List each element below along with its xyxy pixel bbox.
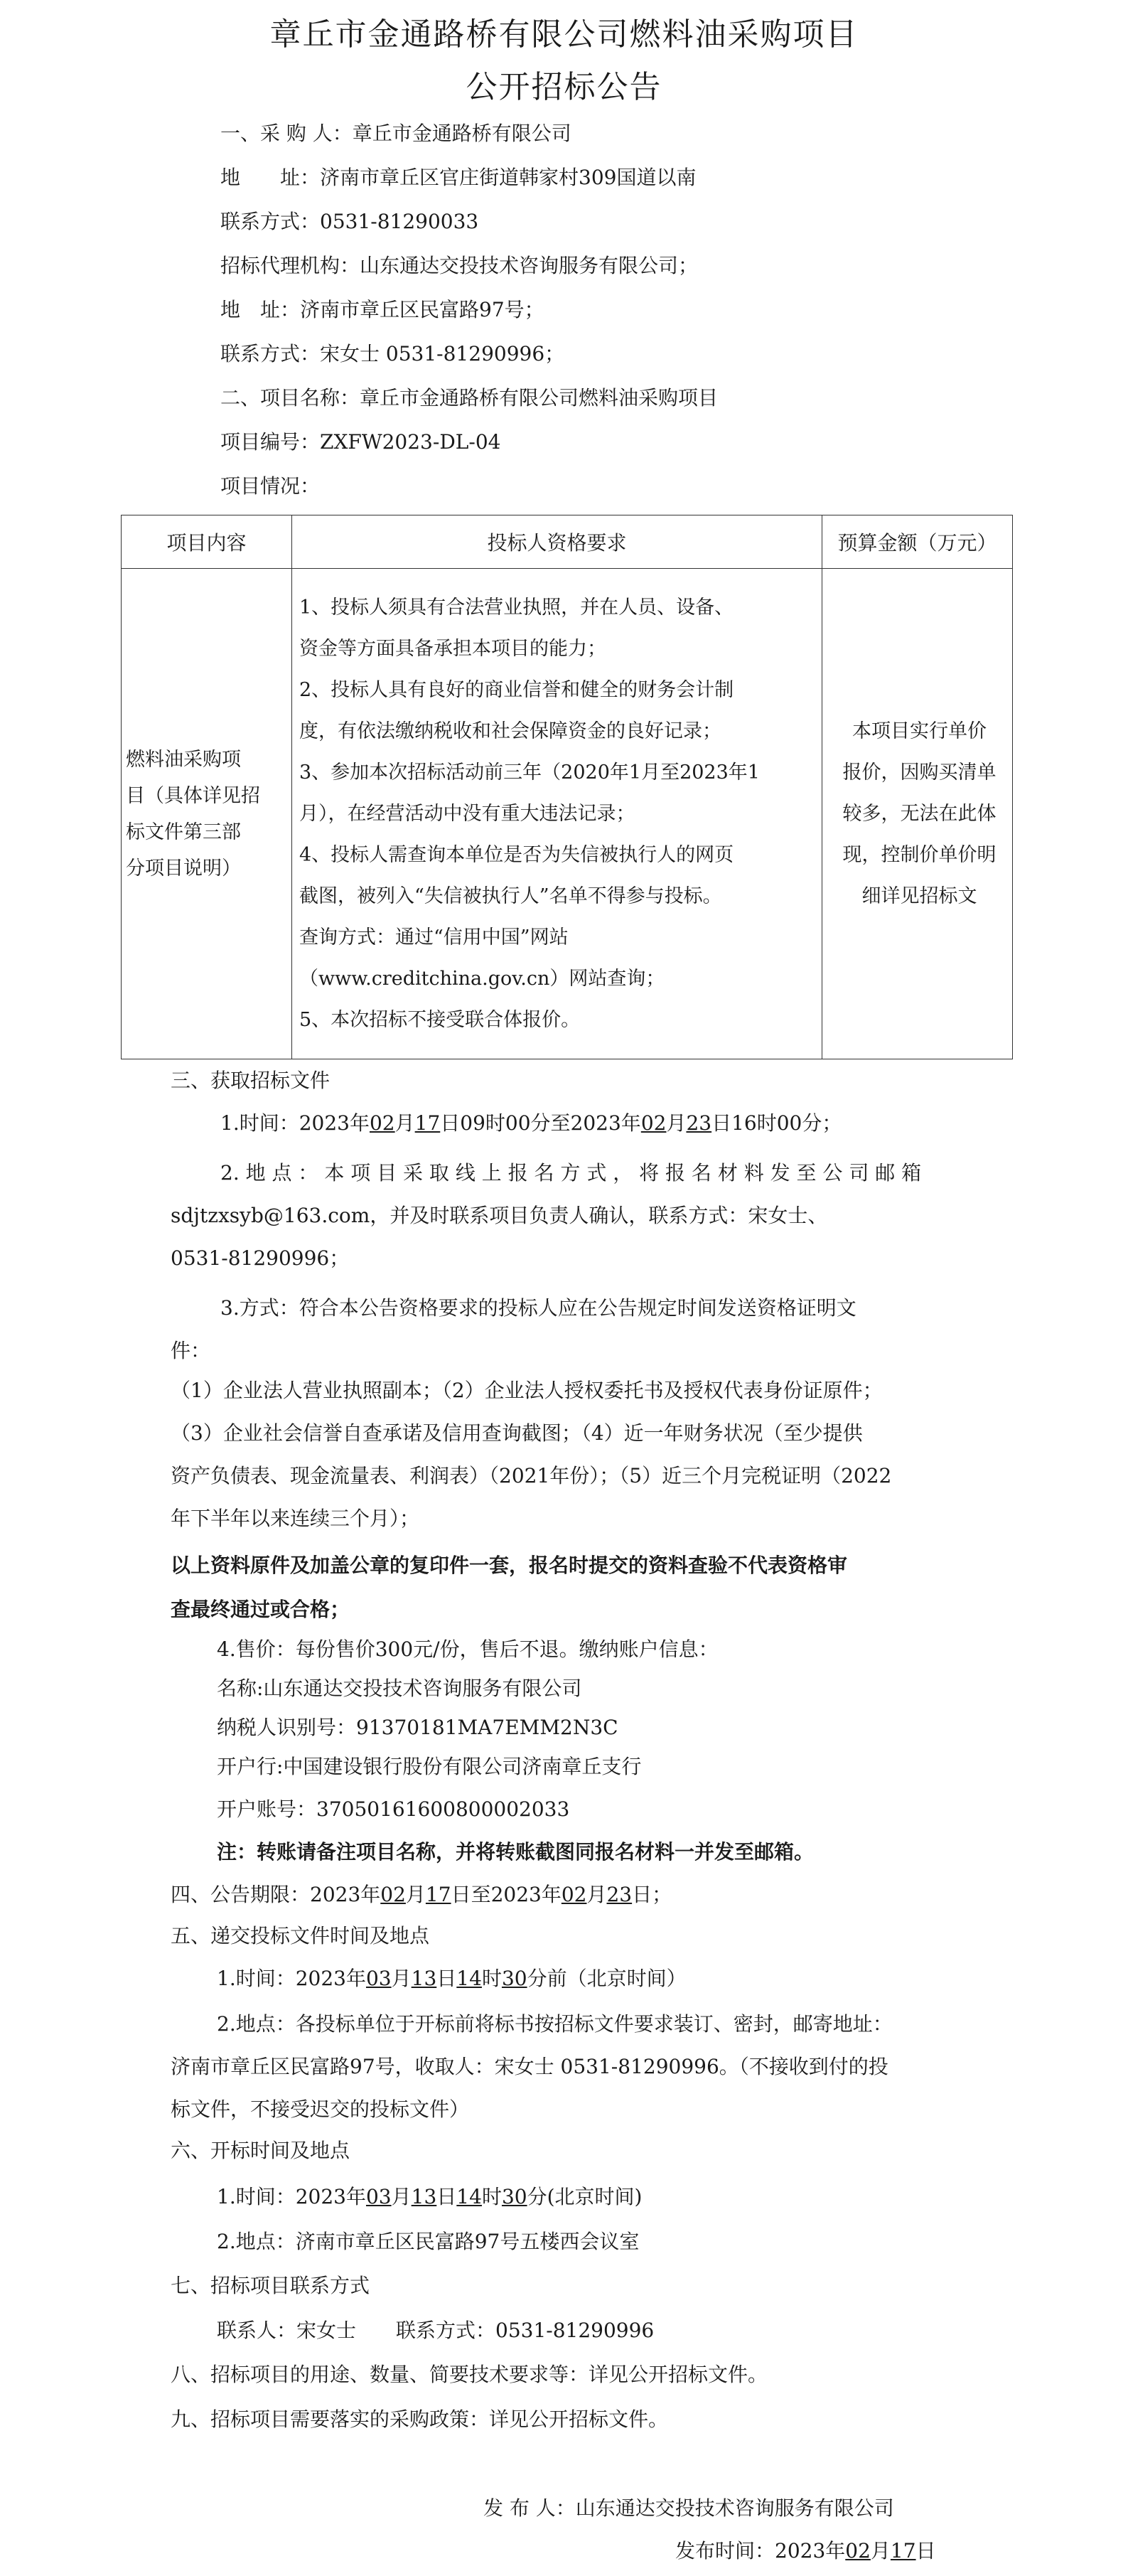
requirement-line: 4、投标人需查询本单位是否为失信被执行人的网页: [299, 843, 734, 866]
content-line: 分项目说明）: [126, 857, 241, 880]
section3-time-line: 1.时间：2023年02月17日09时00分至2023年02月23日16时00分；: [220, 1111, 842, 1135]
content-line: 燃料油采购项: [126, 748, 241, 771]
account-name-line: 名称:山东通达交投技术咨询服务有限公司: [217, 1677, 582, 1700]
budget-line: 报价，因购买清单: [842, 761, 997, 784]
section7-heading: 七、招标项目联系方式: [171, 2274, 370, 2297]
cell-budget: [822, 569, 1013, 1059]
section6-time-line: 1.时间：2023年03月13日14时30分(北京时间): [217, 2185, 643, 2208]
cell-qualification: [292, 569, 822, 1059]
section3-place-line-1: 2. 地 点 ： 本 项 目 采 取 线 上 报 名 方 式 ， 将 报 名 材 料 发 至 公 司 邮 箱: [220, 1161, 922, 1185]
requirement-line: 截图，被列入“失信被执行人”名单不得参与投标。: [299, 885, 722, 907]
purchaser-address-line: 地 址：济南市章丘区官庄街道韩家村309国道以南: [220, 166, 697, 189]
agency-address-line: 地 址：济南市章丘区民富路97号；: [220, 298, 544, 321]
agency-line: 招标代理机构：山东通达交投技术咨询服务有限公司；: [220, 254, 699, 277]
project-table: [121, 515, 1013, 1059]
publish-time-line: 发布时间：2023年02月17日: [675, 2539, 936, 2562]
section3-place-line-2: sdjtzxsyb@163.com，并及时联系项目负责人确认，联系方式：宋女士、: [171, 1204, 828, 1227]
requirement-line: 3、参加本次招标活动前三年（2020年1月至2023年1: [299, 761, 760, 784]
requirement-line: 5、本次招标不接受联合体报价。: [299, 1008, 581, 1031]
account-taxid-line: 纳税人识别号：91370181MA7EMM2N3C: [217, 1716, 618, 1739]
budget-line: 现，控制价单价明: [842, 843, 997, 866]
section3-method-line-1: 3.方式：符合本公告资格要求的投标人应在公告规定时间发送资格证明文: [220, 1296, 856, 1320]
header-qualification: 投标人资格要求: [292, 515, 822, 569]
budget-line: 细详见招标文: [861, 885, 977, 907]
content-line: 标文件第三部: [126, 821, 241, 843]
project-number-line: 项目编号：ZXFW2023-DL-04: [220, 430, 501, 454]
section5-heading: 五、递交投标文件时间及地点: [171, 1924, 430, 1947]
content-line: 目（具体详见招: [126, 784, 260, 807]
section3-price-line: 4.售价：每份售价300元/份，售后不退。缴纳账户信息：: [217, 1637, 719, 1661]
section3-bold-note-line-2: 查最终通过或合格；: [171, 1598, 350, 1621]
section4-period-line: 四、公告期限：2023年02月17日至2023年02月23日；: [171, 1883, 672, 1906]
requirement-line: 2、投标人具有良好的商业信誉和健全的财务会计制: [299, 678, 734, 701]
section3-method-line-2: 件：: [171, 1339, 211, 1362]
requirement-line: 资金等方面具备承担本项目的能力；: [299, 637, 606, 660]
table-header-row: [122, 515, 1013, 569]
agency-contact-line: 联系方式：宋女士 0531-81290996；: [220, 342, 565, 365]
project-info-label: 项目情况：: [220, 474, 321, 498]
transfer-note: 注：转账请备注项目名称，并将转账截图同报名材料一并发至邮箱。: [217, 1840, 815, 1864]
section3-bold-note-line-1: 以上资料原件及加盖公章的复印件一套，报名时提交的资料查验不代表资格审: [171, 1554, 848, 1577]
section8-line: 八、招标项目的用途、数量、简要技术要求等：详见公开招标文件。: [171, 2363, 768, 2386]
section5-place-line-2: 济南市章丘区民富路97号，收取人：宋女士 0531-81290996。（不接收到付的投: [171, 2055, 888, 2078]
section5-time-line: 1.时间：2023年03月13日14时30分前（北京时间）: [217, 1967, 687, 1990]
section9-line: 九、招标项目需要落实的采购政策：详见公开招标文件。: [171, 2407, 669, 2431]
section3-docs-line-1: （1）企业法人营业执照副本；（2）企业法人授权委托书及授权代表身份证原件；: [171, 1379, 883, 1402]
section3-place-line-3: 0531-81290996；: [171, 1246, 350, 1270]
section7-contact-line: 联系人：宋女士 联系方式：0531-81290996: [217, 2319, 655, 2342]
section3-docs-line-2: （3）企业社会信誉自查承诺及信用查询截图；（4）近一年财务状况（至少提供: [171, 1421, 863, 1445]
requirement-line: 1、投标人须具有合法营业执照，并在人员、设备、: [299, 596, 734, 619]
section3-heading: 三、获取招标文件: [171, 1069, 331, 1092]
purchaser-contact-line: 联系方式：0531-81290033: [220, 210, 479, 233]
section5-place-line-1: 2.地点：各投标单位于开标前将标书按招标文件要求装订、密封，邮寄地址：: [217, 2012, 893, 2036]
account-bank-line: 开户行:中国建设银行股份有限公司济南章丘支行: [217, 1755, 642, 1778]
section3-docs-line-4: 年下半年以来连续三个月）；: [171, 1507, 420, 1530]
cell-project-content: [122, 569, 292, 1059]
budget-line: 较多，无法在此体: [842, 802, 997, 825]
header-project-content: 项目内容: [122, 515, 292, 569]
requirement-line: （www.creditchina.gov.cn）网站查询；: [299, 967, 665, 990]
publisher-line: 发 布 人：山东通达交投技术咨询服务有限公司: [483, 2496, 894, 2520]
section6-heading: 六、开标时间及地点: [171, 2139, 350, 2162]
requirement-line: 查询方式：通过“信用中国”网站: [299, 926, 569, 948]
purchaser-line: 一、采 购 人：章丘市金通路桥有限公司: [220, 122, 571, 145]
header-budget: 预算金额（万元）: [822, 515, 1013, 569]
title-line-2: 公开招标公告: [466, 69, 662, 105]
table-row: [122, 569, 1013, 1059]
requirement-line: 月），在经营活动中没有重大违法记录；: [299, 802, 635, 825]
account-number-line: 开户账号：37050161600800002033: [217, 1797, 570, 1821]
section3-docs-line-3: 资产负债表、现金流量表、利润表）（2021年份）；（5）近三个月完税证明（2022: [171, 1464, 892, 1487]
section6-place-line: 2.地点：济南市章丘区民富路97号五楼西会议室: [217, 2230, 640, 2253]
budget-line: 本项目实行单价: [852, 720, 987, 742]
title-line-1: 章丘市金通路桥有限公司燃料油采购项目: [269, 16, 859, 53]
requirement-line: 度，有依法缴纳税收和社会保障资金的良好记录；: [299, 720, 721, 742]
project-name-line: 二、项目名称：章丘市金通路桥有限公司燃料油采购项目: [220, 386, 719, 410]
section5-place-line-3: 标文件，不接受迟交的投标文件）: [171, 2097, 470, 2121]
